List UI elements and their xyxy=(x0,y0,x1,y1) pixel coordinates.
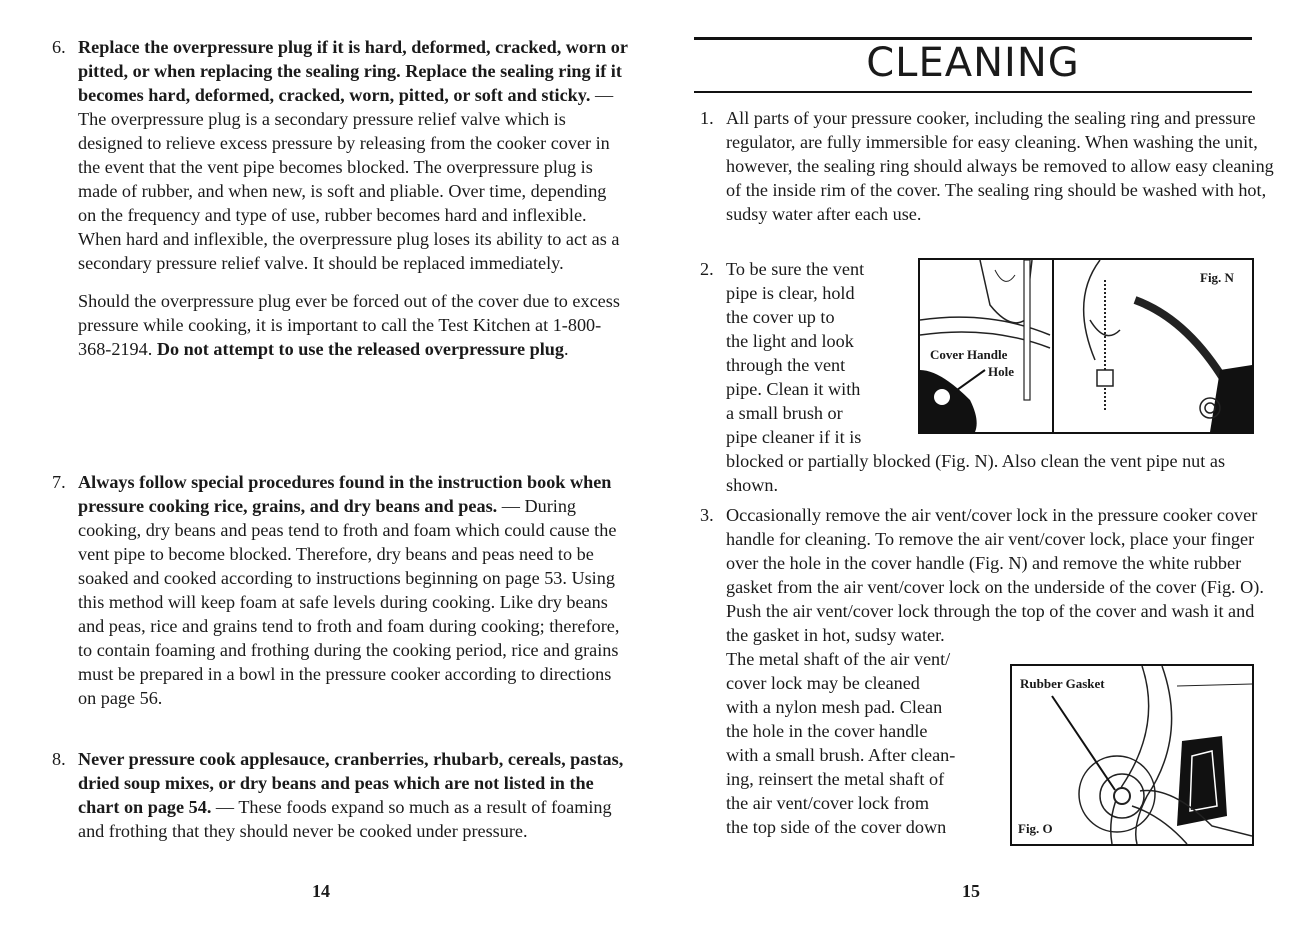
item-bold-heading: Never pressure cook applesauce, cranberries, rhubarb, cereals, pastas, dried soup mixes, or dry beans and peas which are not listed in the chart on page 54. xyxy=(78,749,624,817)
heading-rule-bottom xyxy=(694,91,1252,93)
figure-n xyxy=(918,258,1254,434)
item-bold-heading: Replace the overpressure plug if it is hard, deformed, cracked, worn or pitted, or when replacing the sealing ring. Replace the sealing ring if it becomes hard, deformed, cracked, worn, pitted, or soft and sticky. xyxy=(78,37,628,105)
text-line: with a small brush. After clean- xyxy=(726,745,956,765)
text-line: the cover up to xyxy=(726,307,835,327)
item-body: Should the overpressure plug ever be forced out of the cover due to excess pressure while cooking, it is important to call the Test Kitchen at 1-800-368-2194. xyxy=(78,291,620,359)
page-heading: CLEANING xyxy=(866,40,1080,86)
figure-n-label: Fig. N xyxy=(1200,270,1234,285)
list-item-6 xyxy=(52,35,628,361)
text-line: the top side of the cover down xyxy=(726,817,947,837)
item-number: 3. xyxy=(700,505,714,525)
item-bold-warning: Do not attempt to use the released overpressure plug xyxy=(156,339,564,359)
list-item-8 xyxy=(52,747,628,843)
item-paragraph xyxy=(78,470,628,710)
text-line: with a nylon mesh pad. Clean xyxy=(726,697,943,717)
figure-o xyxy=(1010,664,1254,846)
item-number: 7. xyxy=(52,472,66,492)
item-body: — These foods expand so much as a result of foaming and frothing that they should never be cooked under pressure. xyxy=(78,797,612,841)
text-line: the gasket in hot, sudsy water. xyxy=(726,625,945,645)
item-body: — During cooking, dry beans and peas tend to froth and foam which could cause the vent pipe to become blocked. Therefore, dry beans and peas need to be soaked and cooked according to instructions beginning on page 53. Using this method will keep foam at safe levels during cooking. Like dry beans and peas, rice and grains tend to froth and foam during cooking; therefore, to contain foaming and frothing during the cooking period, rice and grains must be prepared in a bowl in the pressure cooker according to directions on page 56. xyxy=(78,496,620,708)
text-line: To be sure the vent xyxy=(726,259,865,279)
item-paragraph: All parts of your pressure cooker, including the sealing ring and pressure regulator, are fully immersible for easy cleaning. When washing the unit, however, the sealing ring should always be removed to allow easy cleaning of the inside rim of the cover. The sealing ring should be washed with hot, sudsy water after each use. xyxy=(726,108,1274,224)
item-paragraph-2 xyxy=(78,289,628,361)
item-paragraph xyxy=(78,35,628,275)
text-line: cover lock may be cleaned xyxy=(726,673,920,693)
rubber-gasket-label: Rubber Gasket xyxy=(1020,676,1105,691)
item-number: 6. xyxy=(52,37,66,57)
item-number: 8. xyxy=(52,749,66,769)
cover-handle-label: Cover Handle xyxy=(930,347,1008,362)
item-body: — The overpressure plug is a secondary pressure relief valve which is designed to relieve excess pressure by releasing from the cooker cover in the event that the vent pipe becomes blocked. The overpressure plug is made of rubber, and when new, is soft and pliable. Over time, depending on the frequency and type of use, rubber becomes hard and inflexible. When hard and inflexible, the overpressure plug loses its ability to act as a secondary pressure relief valve. It should be replaced immediately. xyxy=(78,85,620,273)
item-paragraph xyxy=(78,747,628,843)
figure-o-label: Fig. O xyxy=(1018,821,1053,836)
text-line: a small brush or xyxy=(726,403,843,423)
item-paragraph: blocked or partially blocked (Fig. N). Also clean the vent pipe nut as shown. xyxy=(726,451,1226,495)
hole-label: Hole xyxy=(988,364,1014,379)
text-line: the hole in the cover handle xyxy=(726,721,928,741)
page-number-left: 14 xyxy=(312,881,330,901)
item-body-end: . xyxy=(563,339,569,359)
text-line: pipe. Clean it with xyxy=(726,379,861,399)
item-number: 2. xyxy=(700,259,714,279)
text-line: the light and look xyxy=(726,331,854,351)
item-number: 1. xyxy=(700,108,714,128)
page-number-right: 15 xyxy=(962,881,980,901)
text-line: through the vent xyxy=(726,355,846,375)
item-bold-heading: Always follow special procedures found in the instruction book when pressure cooking rice, grains, and dry beans and peas. xyxy=(78,472,612,516)
cleaning-item-1 xyxy=(700,106,1280,226)
text-line: pipe cleaner if it is xyxy=(726,427,862,447)
text-line: The metal shaft of the air vent/ xyxy=(726,649,951,669)
figure-o-illustration xyxy=(1012,666,1252,844)
list-item-7 xyxy=(52,470,628,710)
text-line: pipe is clear, hold xyxy=(726,283,855,303)
item-paragraph: Occasionally remove the air vent/cover lock in the pressure cooker cover handle for cleaning. To remove the air vent/cover lock, place your finger over the hole in the cover handle (Fig. N) and remove the white rubber gasket from the air vent/cover lock on the underside of the cover (Fig. O). Push the air vent/cover lock through the top of the cover and wash it and xyxy=(726,505,1264,621)
text-line: ing, reinsert the metal shaft of xyxy=(726,769,945,789)
text-line: the air vent/cover lock from xyxy=(726,793,930,813)
